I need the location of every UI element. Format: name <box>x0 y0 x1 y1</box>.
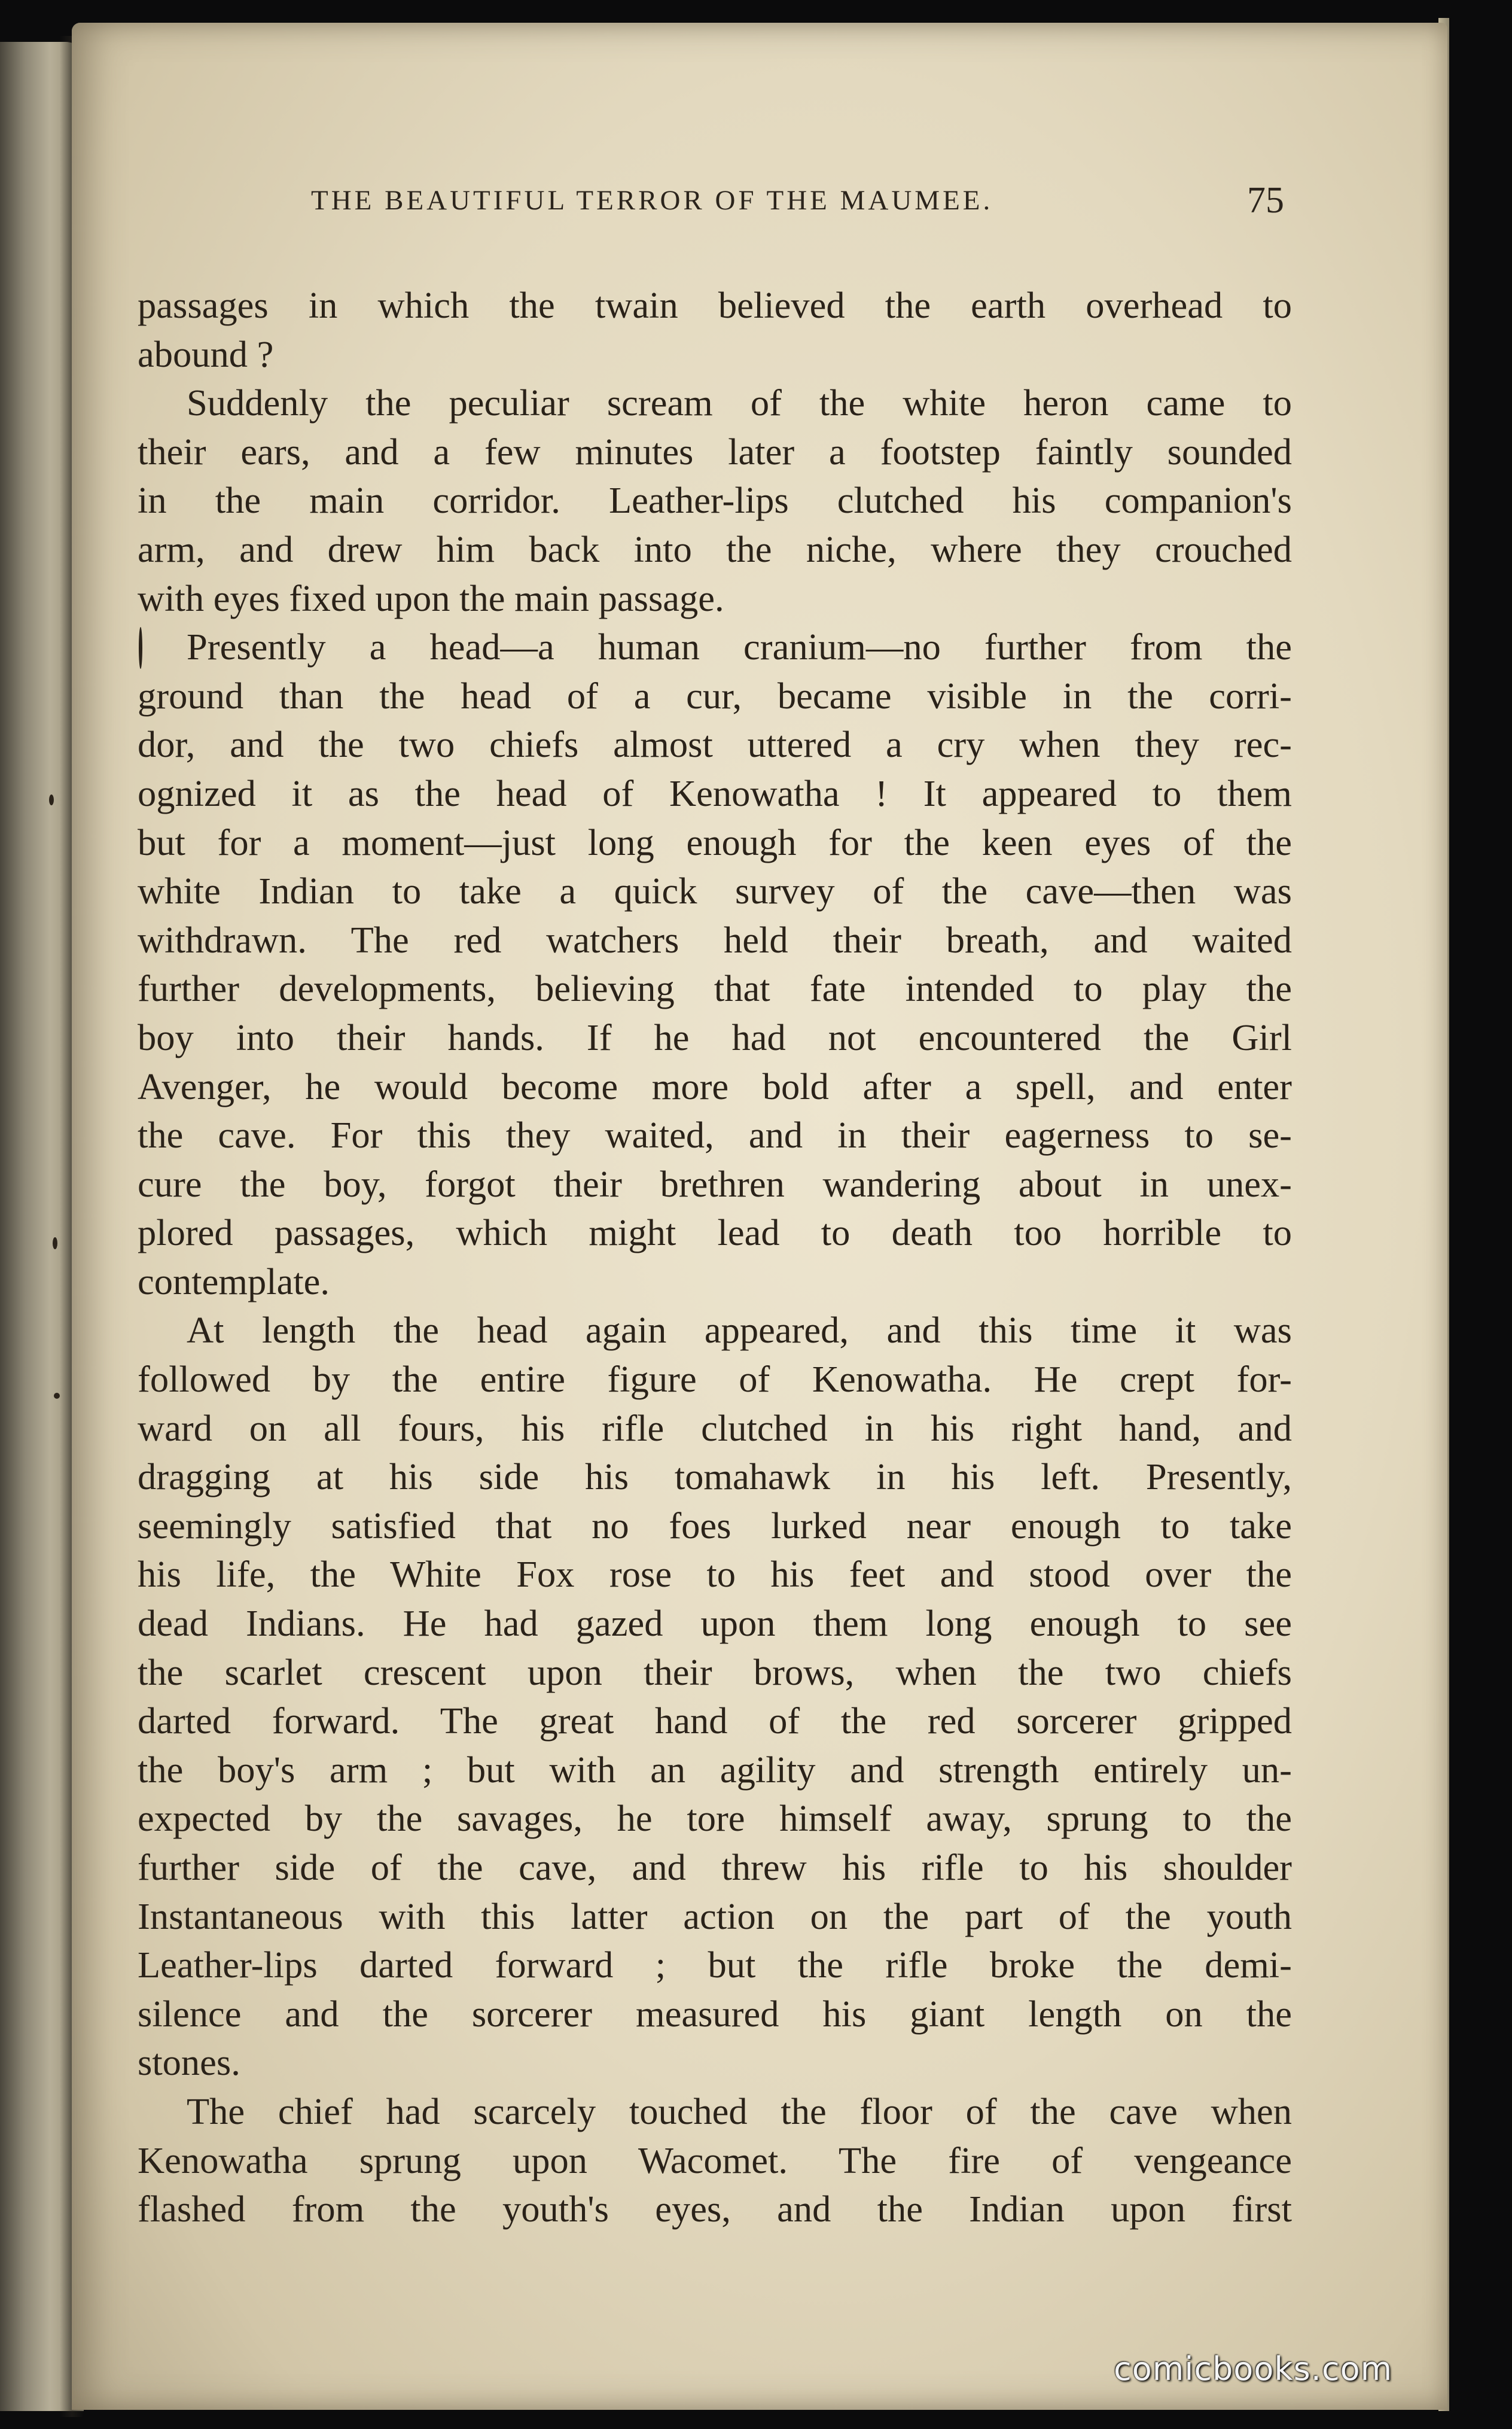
text-line: seemingly satisfied that no foes lurked near enough to take <box>138 1504 1292 1547</box>
text-line: dragging at his side his tomahawk in his left. Presently, <box>138 1456 1292 1498</box>
text-line: abound ? <box>138 333 274 375</box>
text-line: Leather-lips darted forward ; but the rifle broke the demi- <box>138 1944 1292 1986</box>
text-line: flashed from the youth's eyes, and the Indian upon first <box>138 2188 1292 2230</box>
text-line: silence and the sorcerer measured his giant length on the <box>138 1992 1292 2035</box>
text-line: boy into their hands. If he had not encountered the Girl <box>138 1016 1292 1058</box>
text-line: but for a moment—just long enough for the keen eyes of the <box>138 821 1292 863</box>
text-line: withdrawn. The red watchers held their breath, and waited <box>138 918 1292 961</box>
text-line: the cave. For this they waited, and in their eagerness to se- <box>138 1114 1292 1156</box>
text-line: their ears, and a few minutes later a footstep faintly sounded <box>138 430 1292 473</box>
text-line: The chief had scarcely touched the floor of the cave when <box>187 2090 1292 2132</box>
text-line: Avenger, he would become more bold after a spell, and enter <box>138 1065 1292 1107</box>
text-line: his life, the White Fox rose to his feet and stood over the <box>138 1553 1292 1596</box>
text-line: darted forward. The great hand of the red sorcerer gripped <box>138 1700 1292 1742</box>
text-line: followed by the entire figure of Kenowatha. He crept for- <box>138 1358 1292 1401</box>
text-line: in the main corridor. Leather-lips clutched his companion's <box>138 479 1292 522</box>
text-line: dead Indians. He had gazed upon them long enough to see <box>138 1602 1292 1645</box>
running-head: THE BEAUTIFUL TERROR OF THE MAUMEE. <box>311 185 993 216</box>
text-line: At length the head again appeared, and this time it was <box>187 1309 1292 1352</box>
watermark: comicbooks.com <box>1114 2350 1393 2388</box>
text-line: with eyes fixed upon the main passage. <box>138 577 724 619</box>
margin-speck <box>49 795 54 805</box>
body-text <box>138 281 1292 2234</box>
text-line: ground than the head of a cur, became visible in the corri- <box>138 674 1292 717</box>
text-line: the boy's arm ; but with an agility and strength entirely un- <box>138 1748 1292 1791</box>
margin-speck <box>53 1237 57 1249</box>
text-line: cure the boy, forgot their brethren wandering about in unex- <box>138 1162 1292 1205</box>
text-line: Suddenly the peculiar scream of the white heron came to <box>187 382 1292 424</box>
text-line: dor, and the two chiefs almost uttered a cry when they rec- <box>138 723 1292 766</box>
text-line: passages in which the twain believed the earth overhead to <box>138 284 1292 326</box>
text-line: stones. <box>138 2041 240 2084</box>
text-line: white Indian to take a quick survey of the cave—then was <box>138 870 1292 912</box>
page-number: 75 <box>1247 180 1284 221</box>
text-line: plored passages, which might lead to death too horrible to <box>138 1212 1292 1254</box>
text-line: ognized it as the head of Kenowatha ! It appeared to them <box>138 772 1292 814</box>
text-line: ward on all fours, his rifle clutched in his right hand, and <box>138 1407 1292 1449</box>
text-line: further side of the cave, and threw his rifle to his shoulder <box>138 1846 1292 1888</box>
text-line: Instantaneous with this latter action on the part of the youth <box>138 1895 1292 1937</box>
text-line: the scarlet crescent upon their brows, when the two chiefs <box>138 1651 1292 1693</box>
margin-speck <box>54 1393 60 1399</box>
text-line: further developments, believing that fate intended to play the <box>138 967 1292 1010</box>
text-line: Kenowatha sprung upon Wacomet. The fire of vengeance <box>138 2139 1292 2181</box>
text-line: Presently a head—a human cranium—no further from the <box>187 626 1292 668</box>
text-line: contemplate. <box>138 1260 330 1302</box>
text-line: expected by the savages, he tore himself away, sprung to the <box>138 1797 1292 1840</box>
text-line: arm, and drew him back into the niche, where they crouched <box>138 528 1292 570</box>
